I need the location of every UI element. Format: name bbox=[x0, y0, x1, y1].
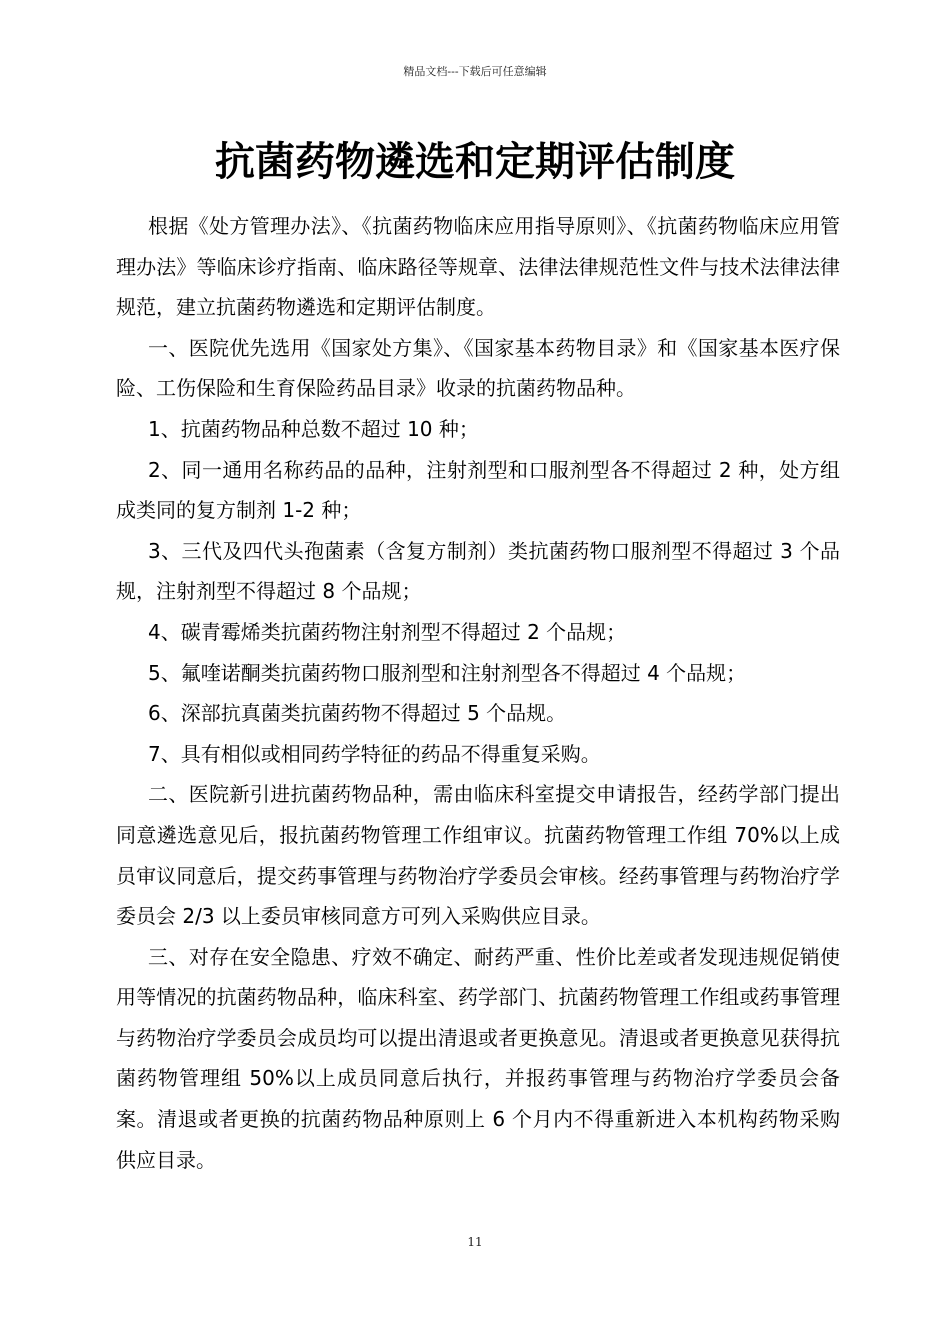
paragraph-item-1: 1、抗菌药物品种总数不超过 10 种； bbox=[148, 416, 479, 441]
document-title: 抗菌药物遴选和定期评估制度 bbox=[215, 138, 735, 185]
paragraph-item-4: 4、碳青霉烯类抗菌药物注射剂型不得超过 2 个品规； bbox=[148, 619, 627, 644]
paragraph-section-1: 一、医院优先选用《国家处方集》、《国家基本药物目录》和《国家基本医疗保险、工伤保险和生育保险药品目录》收录的抗菌药物品种。 bbox=[116, 335, 840, 401]
paragraph-item-5: 5、氟喹诺酮类抗菌药物口服剂型和注射剂型各不得超过 4 个品规； bbox=[148, 660, 747, 685]
paragraph-item-3: 3、三代及四代头孢菌素（含复方制剂）类抗菌药物口服剂型不得超过 3 个品规，注射剂型不得超过 8 个品规； bbox=[116, 538, 840, 604]
paragraph-section-3: 三、对存在安全隐患、疗效不确定、耐药严重、性价比差或者发现违规促销使用等情况的抗菌药物品种，临床科室、药学部门、抗菌药物管理工作组或药事管理与药物治疗学委员会成员均可以提出清退或者更换意见。清退或者更换意见获得抗菌药物管理组 50%以上成员同意后执行，并报药事管理与药物治疗学委员会备案。清退或者更换的抗菌药物品种原则上 6 个月内不得重新进入本机构药物采购供应目录。 bbox=[116, 944, 840, 1172]
paragraph-section-2: 二、医院新引进抗菌药物品种，需由临床科室提交申请报告，经药学部门提出同意遴选意见后，报抗菌药物管理工作组审议。抗菌药物管理工作组 70%以上成员审议同意后，提交药事管理与药物治疗学委员会审核。经药事管理与药物治疗学委员会 2/3 以上委员审核同意方可列入采购供应目录。 bbox=[116, 782, 840, 929]
paragraph-intro: 根据《处方管理办法》、《抗菌药物临床应用指导原则》、《抗菌药物临床应用管理办法》等临床诊疗指南、临床路径等规章、法律法律规范性文件与技术法律法律规范，建立抗菌药物遴选和定期评估制度。 bbox=[116, 214, 840, 320]
page-header: 精品文档---下载后可任意编辑 bbox=[403, 65, 547, 78]
page-number: 11 bbox=[467, 1235, 483, 1249]
document-body bbox=[116, 206, 840, 1180]
paragraph-item-6: 6、深部抗真菌类抗菌药物不得超过 5 个品规。 bbox=[148, 701, 567, 726]
paragraph-item-2: 2、同一通用名称药品的品种，注射剂型和口服剂型各不得超过 2 种，处方组成类同的复方制剂 1-2 种； bbox=[116, 457, 840, 523]
paragraph-item-7: 7、具有相似或相同药学特征的药品不得重复采购。 bbox=[148, 741, 601, 766]
